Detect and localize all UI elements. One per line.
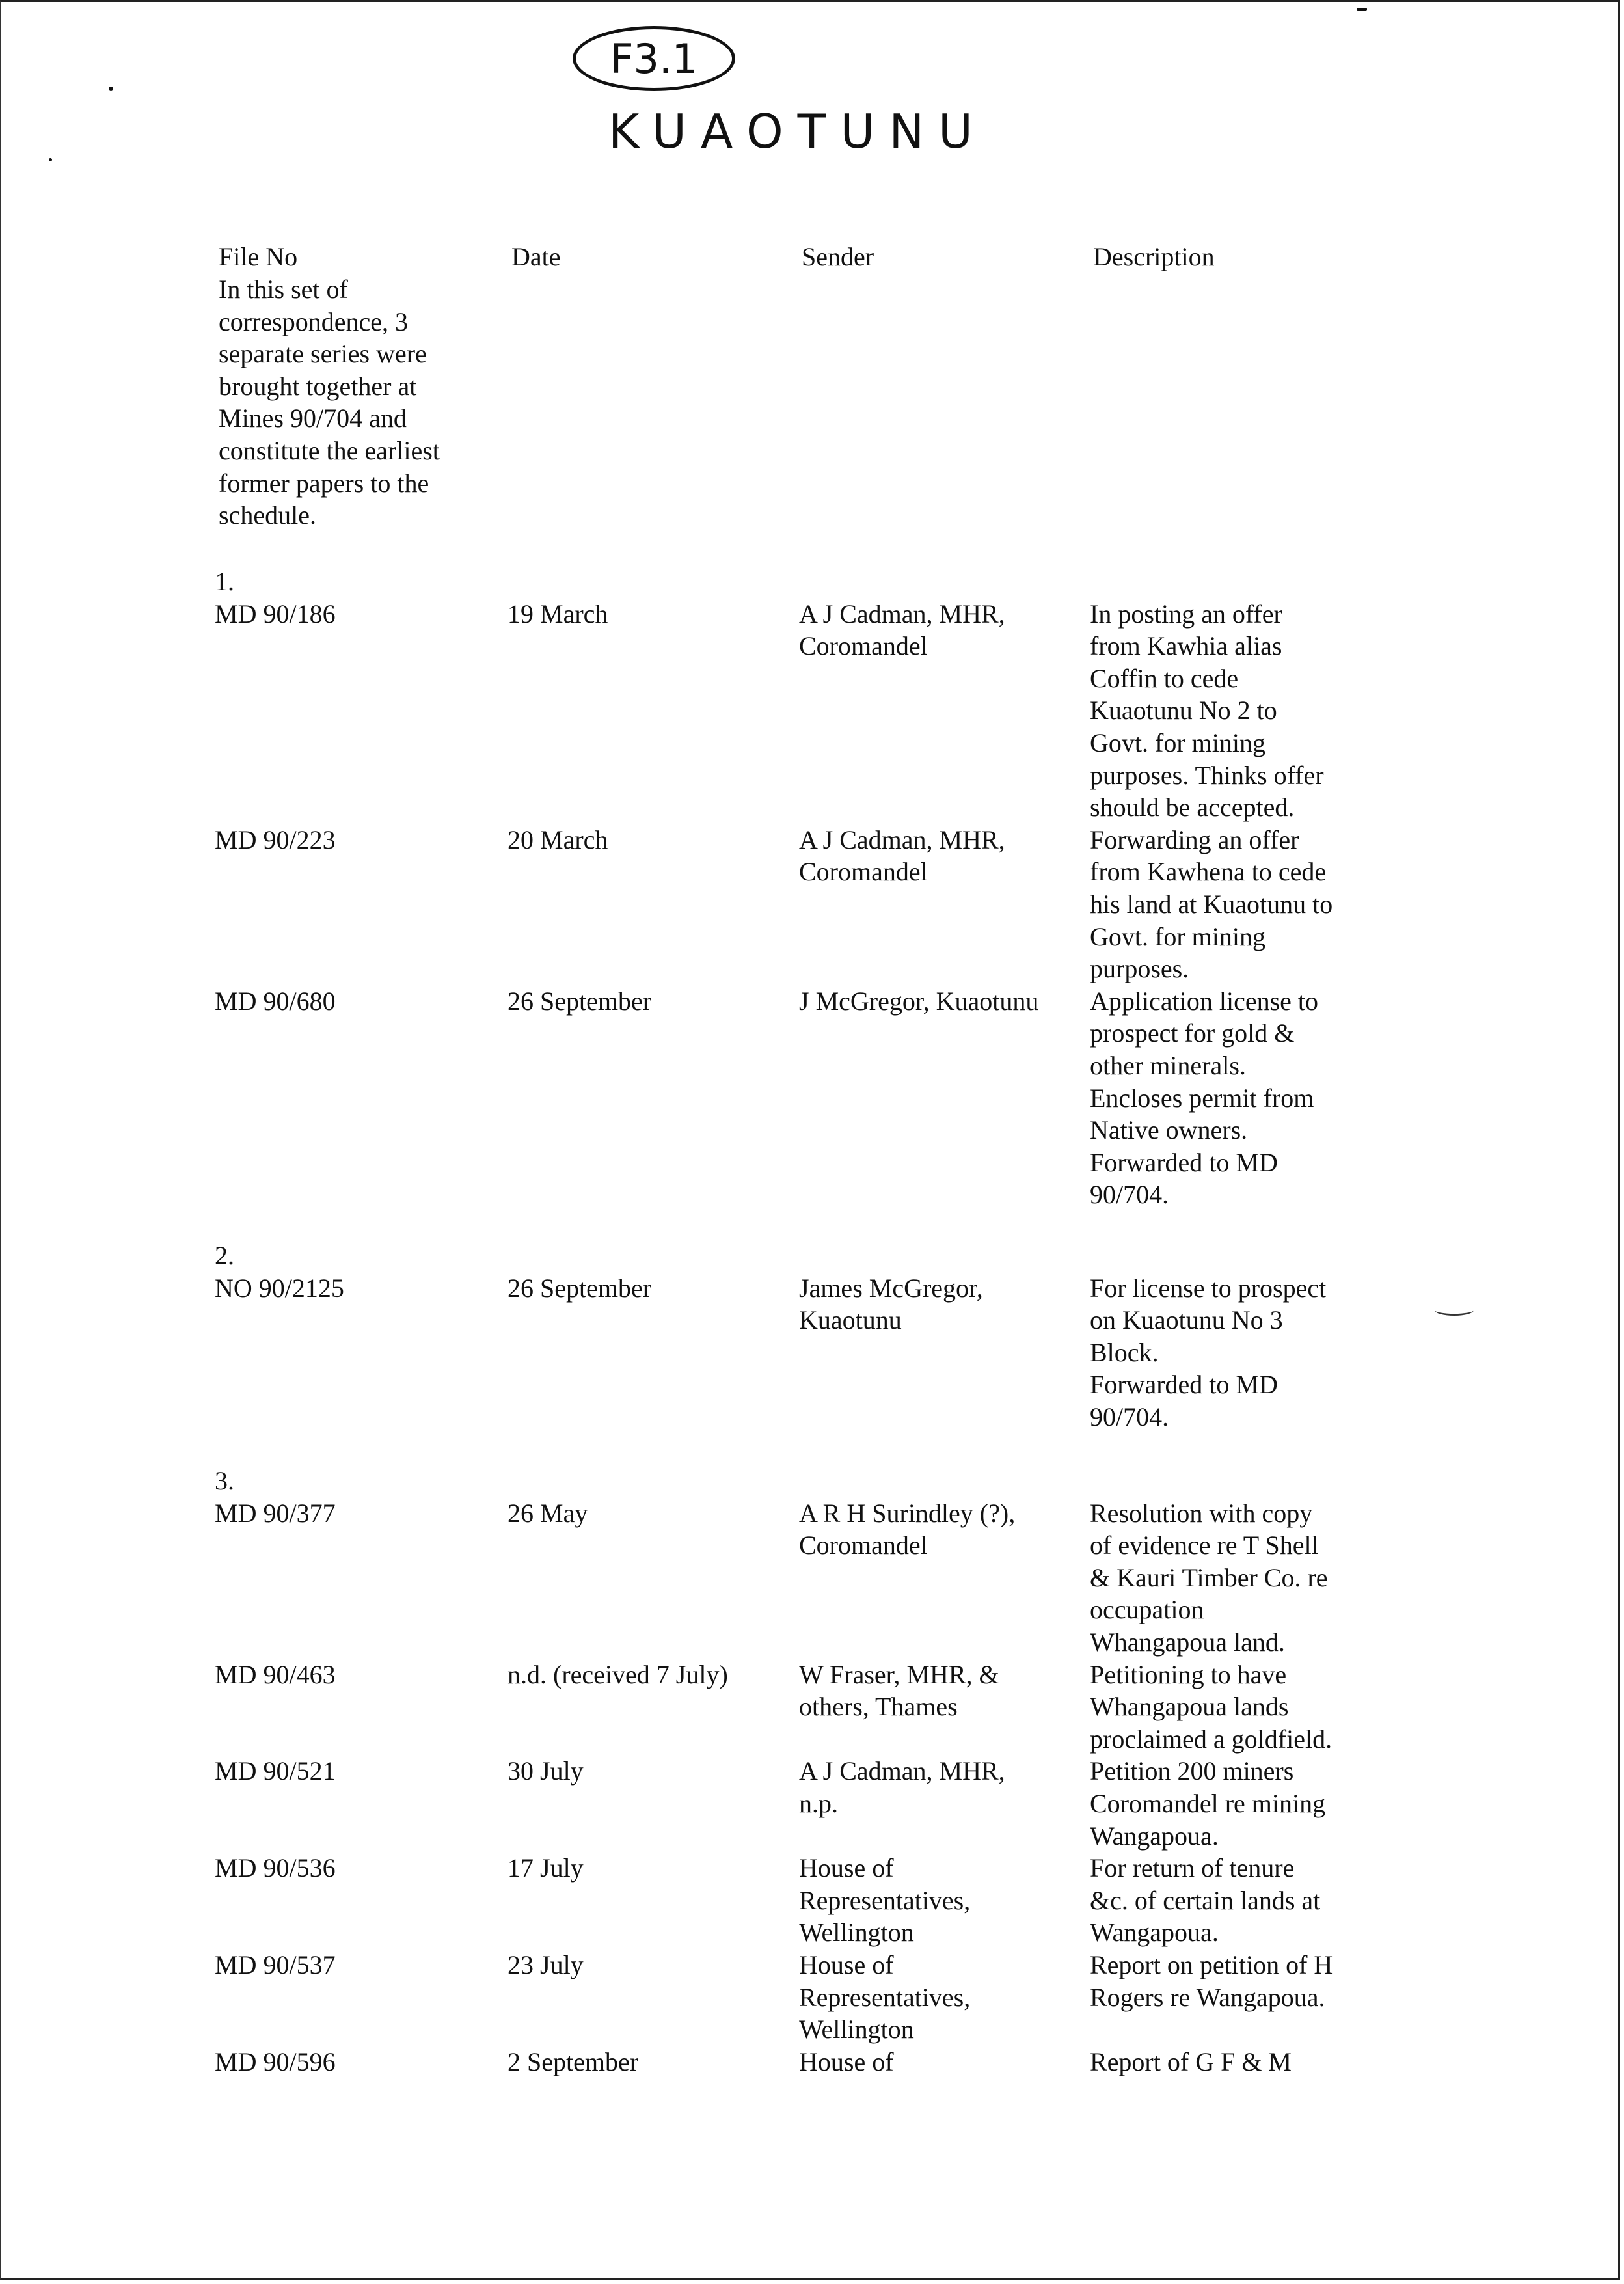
file-number: MD 90/536 — [215, 1853, 336, 1883]
handwritten-title: KUAOTUNU — [608, 104, 987, 159]
entry-description: purposes. — [1090, 954, 1189, 983]
entry-description: other minerals. — [1090, 1051, 1246, 1080]
entry-sender: House of — [799, 1950, 894, 1979]
entry-sender: A R H Surindley (?), — [799, 1499, 1016, 1528]
entry-sender: Coromandel — [799, 1530, 928, 1560]
entry-description: Application license to — [1090, 986, 1319, 1016]
entry-description: Block. — [1090, 1338, 1159, 1367]
entry-date: 26 September — [508, 1273, 652, 1303]
entry-description: Govt. for mining — [1090, 728, 1265, 757]
entry-sender: Coromandel — [799, 857, 928, 886]
entry-sender: J McGregor, Kuaotunu — [799, 986, 1039, 1016]
header-date: Date — [511, 242, 561, 271]
file-number: NO 90/2125 — [215, 1273, 344, 1303]
entry-description: Forwarded to MD — [1090, 1370, 1278, 1399]
entry-description: &c. of certain lands at — [1090, 1886, 1321, 1915]
entry-date: n.d. (received 7 July) — [508, 1660, 728, 1689]
entry-sender: Representatives, — [799, 1886, 971, 1915]
file-number: MD 90/596 — [215, 2047, 336, 2076]
intro-line: separate series were — [219, 339, 427, 368]
entry-sender: Wellington — [799, 1918, 914, 1947]
header-sender: Sender — [802, 242, 874, 271]
entry-description: purposes. Thinks offer — [1090, 761, 1324, 790]
entry-description: Kuaotunu No 2 to — [1090, 696, 1277, 725]
entry-description: Wangapoua. — [1090, 1821, 1219, 1851]
series-number: 3. — [215, 1466, 234, 1495]
entry-date: 2 September — [508, 2047, 639, 2076]
series-number: 1. — [215, 567, 234, 596]
entry-description: For return of tenure — [1090, 1853, 1295, 1883]
entry-description: For license to prospect — [1090, 1273, 1327, 1303]
entry-description: Govt. for mining — [1090, 922, 1265, 951]
entry-description: from Kawhena to cede — [1090, 857, 1327, 886]
file-number: MD 90/186 — [215, 599, 336, 629]
entry-description: Report of G F & M — [1090, 2047, 1292, 2076]
file-number: MD 90/521 — [215, 1756, 336, 1786]
entry-description: 90/704. — [1090, 1402, 1169, 1432]
entry-description: Whangapoua lands — [1090, 1692, 1289, 1721]
entry-description: Petitioning to have — [1090, 1660, 1287, 1689]
intro-line: Mines 90/704 and — [219, 403, 407, 433]
entry-description: on Kuaotunu No 3 — [1090, 1305, 1283, 1335]
entry-sender: Coromandel — [799, 631, 928, 660]
header-description: Description — [1093, 242, 1215, 271]
entry-description: 90/704. — [1090, 1180, 1169, 1209]
scan-speck — [109, 87, 113, 91]
entry-sender: others, Thames — [799, 1692, 958, 1721]
entry-description: In posting an offer — [1090, 599, 1282, 629]
entry-sender: House of — [799, 2047, 894, 2076]
entry-description: Petition 200 miners — [1090, 1756, 1294, 1786]
entry-sender: A J Cadman, MHR, — [799, 1756, 1005, 1786]
entry-sender: n.p. — [799, 1789, 838, 1818]
entry-description: Coffin to cede — [1090, 664, 1239, 693]
entry-description: & Kauri Timber Co. re — [1090, 1563, 1328, 1592]
entry-description: Rogers re Wangapoua. — [1090, 1983, 1325, 2012]
entry-description: prospect for gold & — [1090, 1018, 1295, 1048]
entry-sender: Wellington — [799, 2015, 914, 2044]
entry-date: 20 March — [508, 825, 608, 854]
entry-sender: A J Cadman, MHR, — [799, 825, 1005, 854]
intro-line: constitute the earliest — [219, 436, 440, 465]
entry-description: Resolution with copy — [1090, 1499, 1313, 1528]
entry-sender: James McGregor, — [799, 1273, 983, 1303]
file-number: MD 90/537 — [215, 1950, 336, 1979]
entry-description: Forwarded to MD — [1090, 1148, 1278, 1177]
intro-line: schedule. — [219, 500, 316, 530]
entry-description: Encloses permit from — [1090, 1083, 1314, 1113]
entry-sender: House of — [799, 1853, 894, 1883]
entry-description: Forwarding an offer — [1090, 825, 1299, 854]
intro-line: correspondence, 3 — [219, 307, 408, 336]
file-number: MD 90/377 — [215, 1499, 336, 1528]
entry-description: Report on petition of H — [1090, 1950, 1333, 1979]
entry-date: 26 May — [508, 1499, 588, 1528]
entry-sender: W Fraser, MHR, & — [799, 1660, 999, 1689]
scan-mark — [1435, 1305, 1474, 1316]
entry-description: Wangapoua. — [1090, 1918, 1219, 1947]
scan-speck — [49, 158, 52, 161]
entry-sender: Representatives, — [799, 1983, 971, 2012]
file-number: MD 90/223 — [215, 825, 336, 854]
file-number: MD 90/463 — [215, 1660, 336, 1689]
intro-line: former papers to the — [219, 469, 429, 498]
entry-description: Native owners. — [1090, 1115, 1248, 1145]
entry-date: 26 September — [508, 986, 652, 1016]
entry-description: of evidence re T Shell — [1090, 1530, 1319, 1560]
entry-description: should be accepted. — [1090, 793, 1295, 822]
intro-line: In this set of — [219, 275, 348, 304]
header-file-no: File No — [219, 242, 298, 271]
entry-description: proclaimed a goldfield. — [1090, 1724, 1333, 1754]
entry-date: 30 July — [508, 1756, 584, 1786]
entry-description: Coromandel re mining — [1090, 1789, 1326, 1818]
entry-date: 19 March — [508, 599, 608, 629]
file-number: MD 90/680 — [215, 986, 336, 1016]
entry-description: his land at Kuaotunu to — [1090, 890, 1333, 919]
handwritten-stamp-f3-1: F3.1 — [573, 26, 735, 91]
intro-line: brought together at — [219, 372, 417, 401]
entry-description: from Kawhia alias — [1090, 631, 1282, 660]
entry-sender: Kuaotunu — [799, 1305, 902, 1335]
scan-speck — [1357, 8, 1367, 11]
entry-description: occupation — [1090, 1595, 1204, 1624]
series-number: 2. — [215, 1241, 234, 1270]
entry-date: 23 July — [508, 1950, 584, 1979]
entry-date: 17 July — [508, 1853, 584, 1883]
entry-sender: A J Cadman, MHR, — [799, 599, 1005, 629]
entry-description: Whangapoua land. — [1090, 1627, 1285, 1657]
